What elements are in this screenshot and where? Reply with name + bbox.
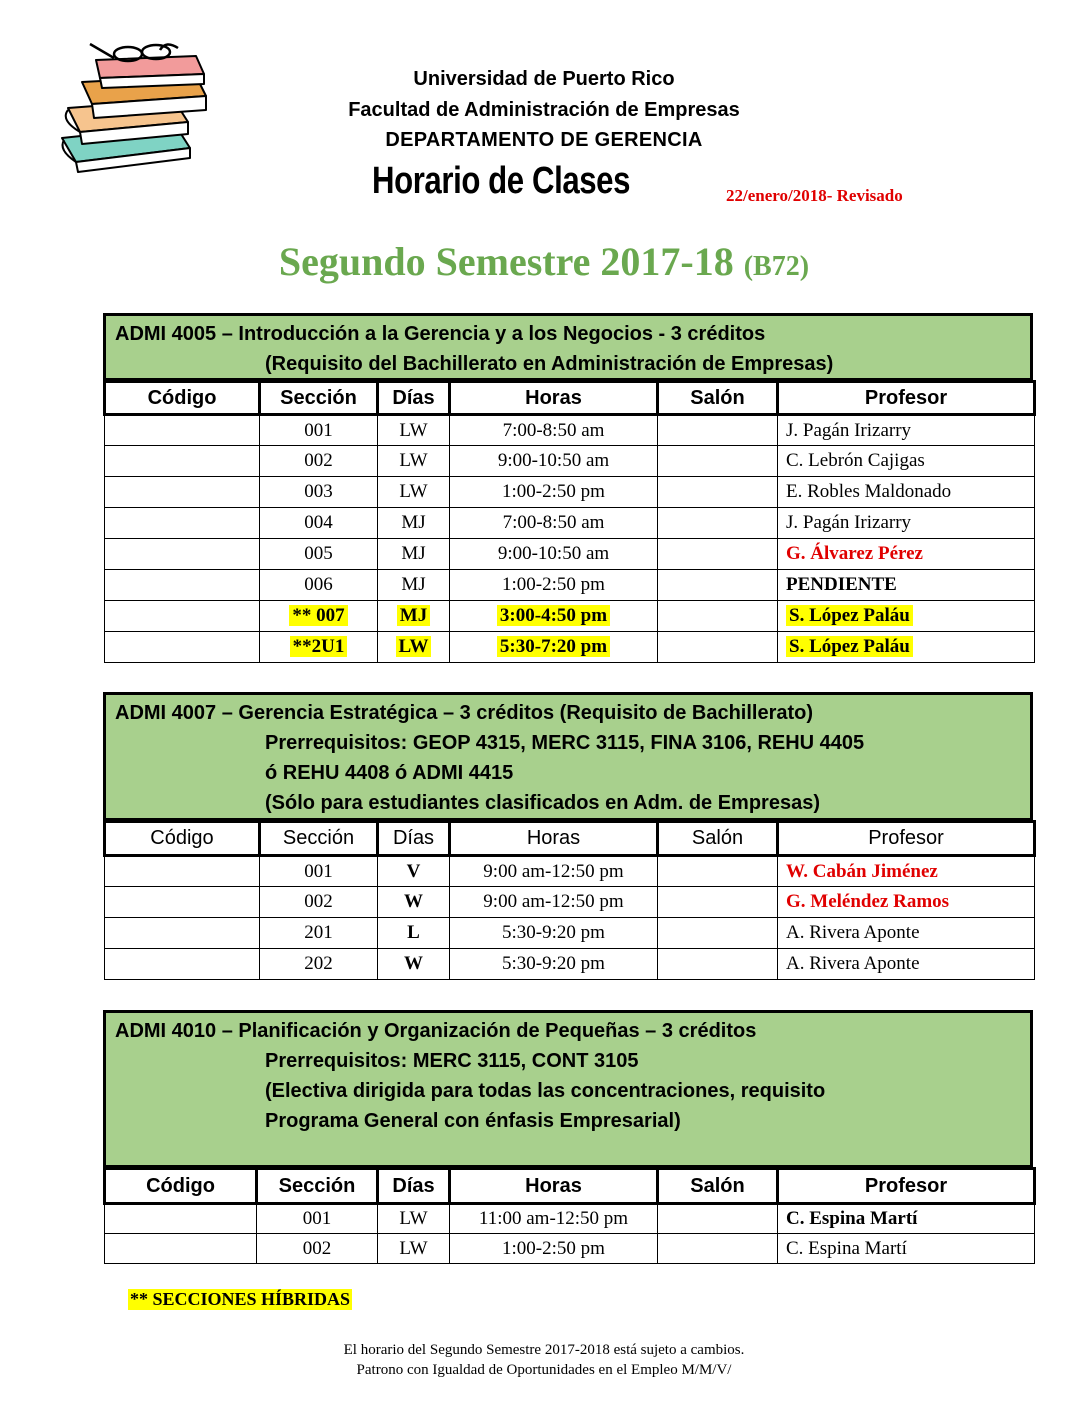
column-header-seccion: Sección: [260, 822, 378, 856]
cell-horas: 5:30-9:20 pm: [450, 949, 658, 980]
cell-seccion: [260, 601, 378, 632]
cell-salon: [658, 477, 778, 508]
course-prereq-line: Prerrequisitos: GEOP 4315, MERC 3115, FINA 3106, REHU 4405: [265, 732, 865, 754]
cell-codigo: [105, 508, 260, 539]
table-row-hybrid: [105, 632, 1035, 663]
cell-horas: [450, 601, 658, 632]
cell-codigo: [105, 1204, 257, 1234]
table-row: [105, 1204, 1035, 1234]
course-note-line: Programa General con énfasis Empresarial): [265, 1110, 681, 1132]
cell-dias: MJ: [378, 508, 450, 539]
cell-dias: V: [378, 856, 450, 887]
cell-profesor: G. Meléndez Ramos: [778, 887, 1035, 918]
course-prereq-line: ó REHU 4408 ó ADMI 4415: [265, 762, 514, 784]
column-header-profesor: Profesor: [778, 822, 1035, 856]
cell-salon: [658, 570, 778, 601]
cell-horas: 7:00-8:50 am: [450, 415, 658, 446]
cell-profesor: A. Rivera Aponte: [778, 949, 1035, 980]
cell-codigo: [105, 949, 260, 980]
cell-seccion: 002: [260, 446, 378, 477]
cell-dias: W: [378, 887, 450, 918]
cell-salon: [658, 949, 778, 980]
cell-profesor: W. Cabán Jiménez: [778, 856, 1035, 887]
cell-salon: [658, 1204, 778, 1234]
cell-seccion: 002: [257, 1234, 378, 1264]
hybrid-days-label: LW: [396, 636, 432, 657]
table-row: [105, 949, 1035, 980]
cell-horas: 9:00-10:50 am: [450, 446, 658, 477]
cell-salon: [658, 446, 778, 477]
cell-profesor: J. Pagán Irizarry: [778, 508, 1035, 539]
cell-seccion: 003: [260, 477, 378, 508]
course-header-admi-4007: [103, 692, 1033, 821]
table-row: [105, 887, 1035, 918]
hybrid-section-label: **2U1: [290, 636, 348, 657]
cell-profesor: [778, 632, 1035, 663]
column-header-codigo: Código: [105, 382, 260, 415]
cell-codigo: [105, 918, 260, 949]
cell-seccion: 202: [260, 949, 378, 980]
table-row: [105, 570, 1035, 601]
hybrid-professor-label: S. López Paláu: [786, 605, 913, 626]
page-title: Horario de Clases: [372, 160, 631, 202]
cell-codigo: [105, 856, 260, 887]
column-header-profesor: Profesor: [778, 382, 1035, 415]
cell-horas: 1:00-2:50 pm: [450, 570, 658, 601]
course-note-line: (Requisito del Bachillerato en Administración de Empresas): [265, 353, 834, 375]
hybrid-hours-label: 3:00-4:50 pm: [497, 605, 610, 626]
cell-dias: [378, 632, 450, 663]
table-row: [105, 477, 1035, 508]
cell-horas: 9:00-10:50 am: [450, 539, 658, 570]
cell-codigo: [105, 1234, 257, 1264]
footer-equal-opportunity: Patrono con Igualdad de Oportunidades en el Empleo M/M/V/: [356, 1362, 732, 1378]
cell-profesor: C. Espina Martí: [778, 1204, 1035, 1234]
faculty-name: Facultad de Administración de Empresas: [348, 99, 740, 121]
course-header-admi-4010: [103, 1010, 1033, 1168]
cell-seccion: 201: [260, 918, 378, 949]
cell-profesor: A. Rivera Aponte: [778, 918, 1035, 949]
course-note-line: (Electiva dirigida para todas las concentraciones, requisito: [265, 1080, 826, 1102]
cell-dias: MJ: [378, 539, 450, 570]
schedule-table-admi-4007: [103, 820, 1036, 980]
cell-horas: 7:00-8:50 am: [450, 508, 658, 539]
cell-dias: LW: [378, 415, 450, 446]
hybrid-sections-note: ** SECCIONES HÍBRIDAS: [130, 1289, 351, 1309]
cell-profesor: C. Lebrón Cajigas: [778, 446, 1035, 477]
revision-date: 22/enero/2018- Revisado: [726, 186, 903, 205]
cell-horas: 5:30-9:20 pm: [450, 918, 658, 949]
cell-salon: [658, 887, 778, 918]
table-row: [105, 918, 1035, 949]
column-header-codigo: Código: [105, 822, 260, 856]
cell-seccion: 002: [260, 887, 378, 918]
cell-salon: [658, 918, 778, 949]
cell-profesor: C. Espina Martí: [778, 1234, 1035, 1264]
table-header-row: [105, 382, 1035, 415]
cell-dias: LW: [378, 446, 450, 477]
cell-codigo: [105, 887, 260, 918]
column-header-horas: Horas: [450, 1169, 658, 1204]
cell-dias: W: [378, 949, 450, 980]
table-row-hybrid: [105, 601, 1035, 632]
cell-profesor: PENDIENTE: [778, 570, 1035, 601]
semester-name: Segundo Semestre 2017-18: [278, 239, 734, 284]
cell-dias: [378, 601, 450, 632]
column-header-seccion: Sección: [260, 382, 378, 415]
semester-title: [0, 238, 1088, 285]
column-header-horas: Horas: [450, 822, 658, 856]
cell-horas: 11:00 am-12:50 pm: [450, 1204, 658, 1234]
cell-dias: LW: [378, 1234, 450, 1264]
cell-dias: L: [378, 918, 450, 949]
column-header-salon: Salón: [658, 822, 778, 856]
department-name: DEPARTAMENTO DE GERENCIA: [385, 129, 703, 151]
table-header-row: [105, 1169, 1035, 1204]
table-row: [105, 1234, 1035, 1264]
column-header-salon: Salón: [658, 1169, 778, 1204]
column-header-dias: Días: [378, 822, 450, 856]
cell-salon: [658, 632, 778, 663]
cell-seccion: [260, 632, 378, 663]
schedule-table-admi-4010: [103, 1167, 1036, 1264]
cell-seccion: 001: [260, 415, 378, 446]
course-title-line: ADMI 4010 – Planificación y Organización de Pequeñas – 3 créditos: [115, 1020, 757, 1042]
hybrid-professor-label: S. López Paláu: [786, 636, 913, 657]
course-title-line: ADMI 4005 – Introducción a la Gerencia y a los Negocios - 3 créditos: [115, 323, 766, 345]
cell-codigo: [105, 446, 260, 477]
table-header-row: [105, 822, 1035, 856]
schedule-table-admi-4005: [103, 380, 1036, 663]
semester-code: (B72): [743, 251, 810, 282]
cell-salon: [658, 508, 778, 539]
hybrid-section-label: ** 007: [289, 605, 347, 626]
cell-horas: 9:00 am-12:50 pm: [450, 856, 658, 887]
cell-seccion: 005: [260, 539, 378, 570]
table-row: [105, 415, 1035, 446]
cell-profesor: [778, 601, 1035, 632]
cell-codigo: [105, 570, 260, 601]
cell-dias: MJ: [378, 570, 450, 601]
cell-profesor: J. Pagán Irizarry: [778, 415, 1035, 446]
column-header-dias: Días: [378, 1169, 450, 1204]
hybrid-days-label: MJ: [397, 605, 430, 626]
cell-codigo: [105, 601, 260, 632]
hybrid-hours-label: 5:30-7:20 pm: [497, 636, 610, 657]
cell-seccion: 001: [260, 856, 378, 887]
cell-horas: 9:00 am-12:50 pm: [450, 887, 658, 918]
cell-profesor: E. Robles Maldonado: [778, 477, 1035, 508]
column-header-dias: Días: [378, 382, 450, 415]
cell-salon: [658, 415, 778, 446]
cell-horas: 1:00-2:50 pm: [450, 1234, 658, 1264]
cell-horas: [450, 632, 658, 663]
cell-seccion: 001: [257, 1204, 378, 1234]
cell-salon: [658, 856, 778, 887]
cell-seccion: 006: [260, 570, 378, 601]
cell-dias: LW: [378, 477, 450, 508]
column-header-horas: Horas: [450, 382, 658, 415]
column-header-salon: Salón: [658, 382, 778, 415]
column-header-codigo: Código: [105, 1169, 257, 1204]
cell-codigo: [105, 415, 260, 446]
cell-codigo: [105, 632, 260, 663]
cell-profesor: G. Álvarez Pérez: [778, 539, 1035, 570]
university-name: Universidad de Puerto Rico: [413, 68, 675, 90]
column-header-profesor: Profesor: [778, 1169, 1035, 1204]
course-header-admi-4005: [103, 313, 1033, 381]
cell-salon: [658, 601, 778, 632]
table-row: [105, 508, 1035, 539]
column-header-seccion: Sección: [257, 1169, 378, 1204]
course-title-line: ADMI 4007 – Gerencia Estratégica – 3 créditos (Requisito de Bachillerato): [115, 702, 814, 724]
cell-salon: [658, 1234, 778, 1264]
footer-disclaimer: El horario del Segundo Semestre 2017-2018 está sujeto a cambios.: [343, 1342, 745, 1358]
table-row: [105, 539, 1035, 570]
cell-seccion: 004: [260, 508, 378, 539]
cell-dias: LW: [378, 1204, 450, 1234]
cell-codigo: [105, 539, 260, 570]
course-prereq-line: Prerrequisitos: MERC 3115, CONT 3105: [265, 1050, 639, 1072]
cell-codigo: [105, 477, 260, 508]
course-note-line: (Sólo para estudiantes clasificados en Adm. de Empresas): [265, 792, 820, 814]
table-row: [105, 446, 1035, 477]
cell-salon: [658, 539, 778, 570]
cell-horas: 1:00-2:50 pm: [450, 477, 658, 508]
table-row: [105, 856, 1035, 887]
